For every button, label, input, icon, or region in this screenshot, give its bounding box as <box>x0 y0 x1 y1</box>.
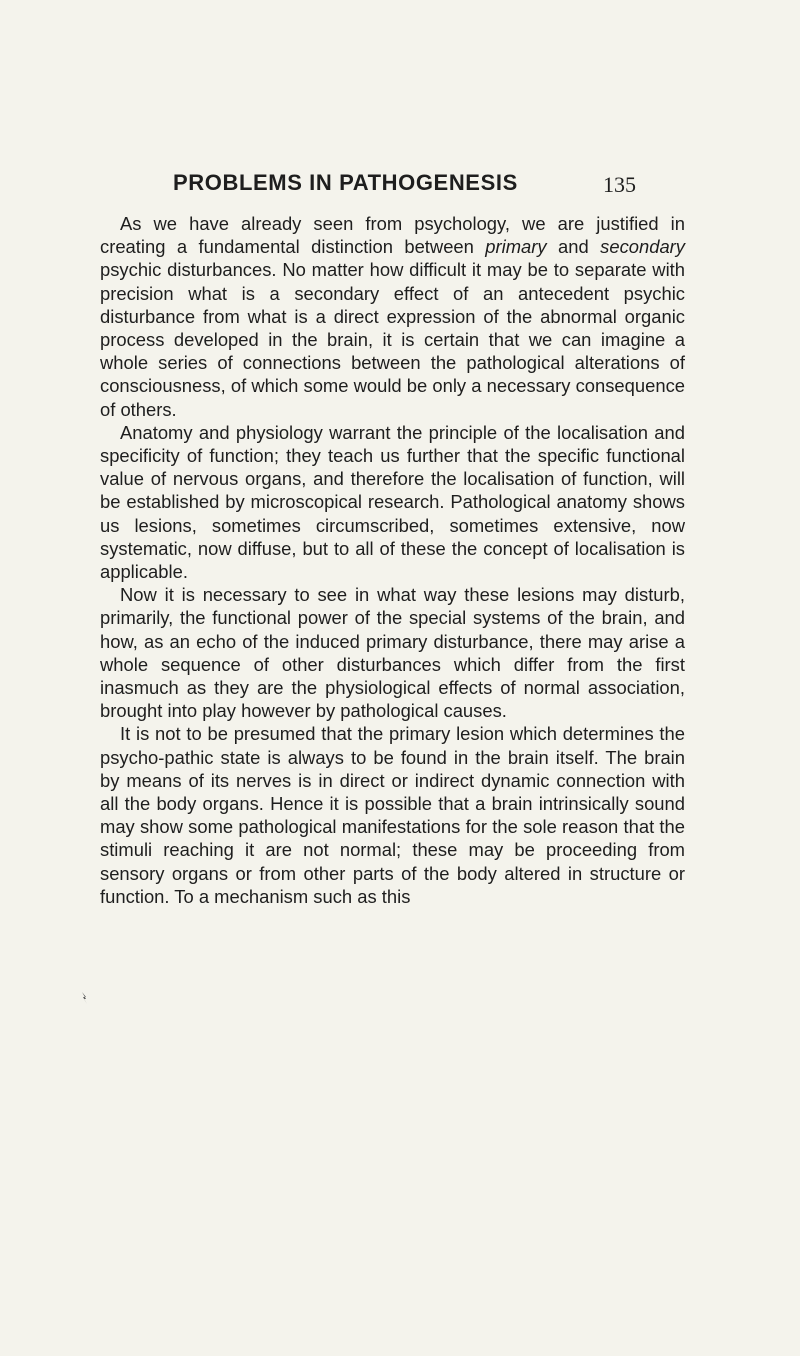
running-head <box>0 168 800 198</box>
margin-mark-icon <box>81 991 89 1005</box>
page-number: 135 <box>603 172 636 197</box>
paragraph-2: Anatomy and physiology warrant the principle of the localisation and specificity of function; they teach us further that the specific functional value of nervous organs, and therefore the localisation of function, will be established by microscopical research. Pathological anatomy shows us lesions, sometimes circumscribed, sometimes extensive, now systematic, now diffuse, but to all of these the concept of localisation is applicable. <box>100 421 685 583</box>
body-text <box>100 212 685 908</box>
primary-emphasis: primary <box>485 236 547 258</box>
paragraph-3: Now it is necessary to see in what way these lesions may disturb, primarily, the functional power of the special systems of the brain, and how, as an echo of the induced primary disturbance, there may arise a whole sequence of other disturbances which differ from the first inasmuch as they are the physiological effects of normal association, brought into play however by pathological causes. <box>100 584 685 722</box>
running-head-title: PROBLEMS IN PATHOGENESIS <box>173 170 518 195</box>
paragraph-1-text-start: As we have already seen from psychology, we are justified in creating a fundamental distinction between <box>100 213 685 258</box>
paragraph-1 <box>100 212 685 421</box>
secondary-emphasis: secondary <box>600 236 685 258</box>
paragraph-1-conjunction: and <box>546 236 601 258</box>
paragraph-1-text-end: psychic disturbances. No matter how difficult it may be to separate with precision what is a secondary effect of an antecedent psychic disturbance from what is a direct expression of the abnormal organic process developed in the brain, it is certain that we can imagine a whole series of connections between the pathological alterations of consciousness, of which some would be only a necessary consequence of others. <box>100 259 685 420</box>
paragraph-4: It is not to be presumed that the primary lesion which determines the psycho-pathic state is always to be found in the brain itself. The brain by means of its nerves is in direct or indirect dynamic connection with all the body organs. Hence it is possible that a brain intrinsically sound may show some pathological manifestations for the sole reason that the stimuli reaching it are not normal; these may be proceeding from sensory organs or from other parts of the body altered in structure or function. To a mechanism such as this <box>100 723 685 907</box>
